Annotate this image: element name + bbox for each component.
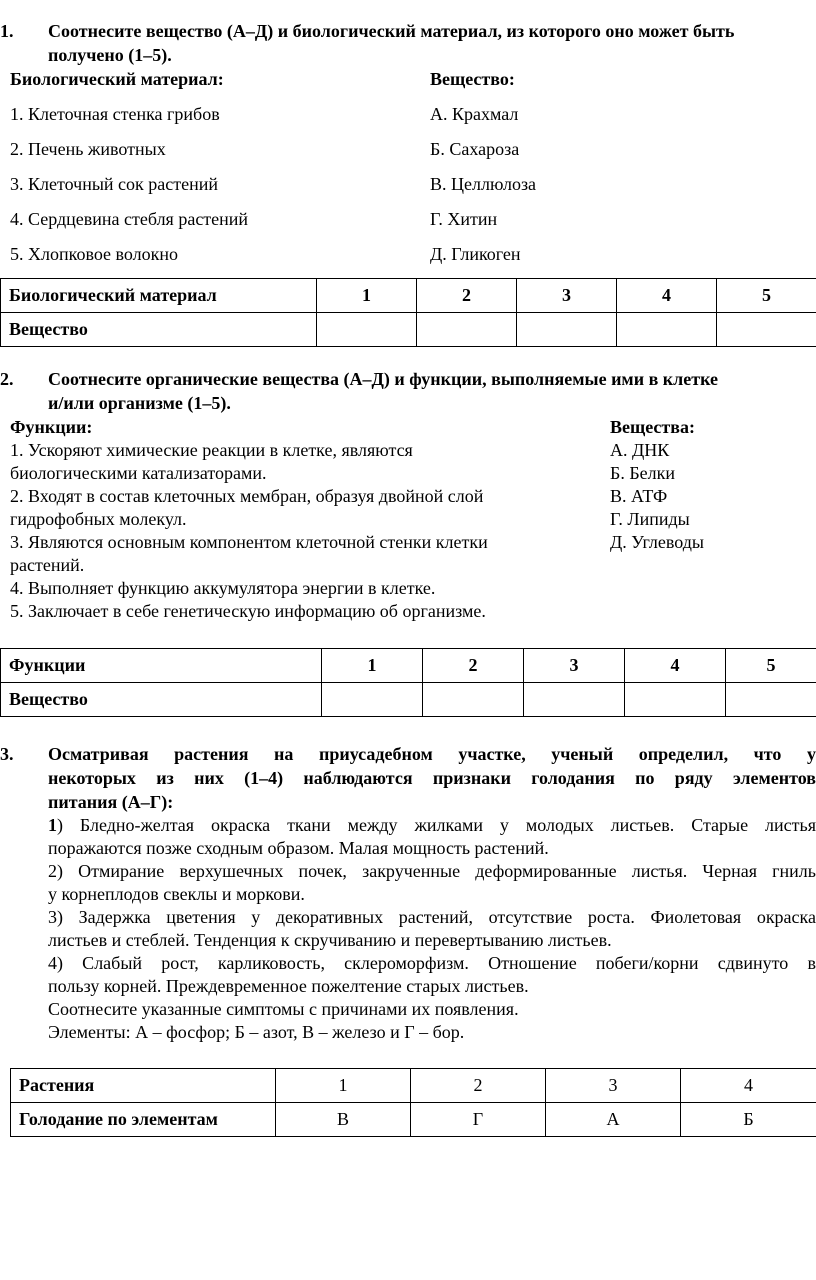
table-row xyxy=(1,313,816,347)
column-header-left: Функции: xyxy=(10,417,93,437)
text-line: растений. xyxy=(10,555,85,575)
table-row-label: Вещество xyxy=(1,683,322,717)
answer-cell[interactable] xyxy=(322,683,423,717)
column-header-left: Биологический материал: xyxy=(10,69,224,89)
table-header-cell: 1 xyxy=(276,1069,411,1103)
text-line: поражаются позже сходным образом. Малая мощность растений. xyxy=(48,838,549,858)
list-item: Д. Углеводы xyxy=(610,532,704,552)
text-line: пользу корней. Преждевременное пожелтение старых листьев. xyxy=(48,976,529,996)
elements-text: Элементы: А – фосфор; Б – азот, В – железо и Г – бор. xyxy=(48,1022,465,1042)
table-header-cell: 3 xyxy=(517,279,617,313)
answer-table xyxy=(10,1068,816,1137)
answer-cell[interactable] xyxy=(423,683,524,717)
answer-cell[interactable]: Б xyxy=(681,1103,816,1137)
question-title-line: некоторых из них (1–4) наблюдаются признаки голодания по ряду элементов xyxy=(48,768,816,788)
text-line: 2. Входят в состав клеточных мембран, образуя двойной слой xyxy=(10,486,484,506)
text-line: 5. Заключает в себе генетическую информацию об организме. xyxy=(10,601,486,621)
table-header-cell: 1 xyxy=(322,649,423,683)
table-header-cell: 2 xyxy=(411,1069,546,1103)
question-title-line: Соотнесите органические вещества (А–Д) и функции, выполняемые ими в клетке xyxy=(48,369,718,389)
table-row xyxy=(1,649,816,683)
answer-cell[interactable] xyxy=(517,313,617,347)
table-row-label: Растения xyxy=(11,1069,276,1103)
question-number: 3. xyxy=(0,744,14,764)
list-item: Г. Хитин xyxy=(430,209,498,229)
text-line: биологическими катализаторами. xyxy=(10,463,267,483)
column-header-right: Вещество: xyxy=(430,69,515,89)
table-header-cell: 4 xyxy=(681,1069,816,1103)
item-number: 1 xyxy=(48,815,57,835)
table-header-cell: 3 xyxy=(524,649,625,683)
answer-cell[interactable]: Г xyxy=(411,1103,546,1137)
question-number: 1. xyxy=(0,21,14,41)
text-line: листьев и стеблей. Тенденция к скручиванию и перевертыванию листьев. xyxy=(48,930,612,950)
instruction-text: Соотнесите указанные симптомы с причинами их появления. xyxy=(48,999,519,1019)
answer-cell[interactable] xyxy=(726,683,816,717)
table-row-label: Вещество xyxy=(1,313,317,347)
answer-cell[interactable] xyxy=(524,683,625,717)
answer-cell[interactable]: А xyxy=(546,1103,681,1137)
table-header-cell: 2 xyxy=(417,279,517,313)
question-title-line: и/или организме (1–5). xyxy=(48,393,231,413)
list-item: Б. Сахароза xyxy=(430,139,520,159)
list-item: В. АТФ xyxy=(610,486,668,506)
table-row-label: Голодание по элементам xyxy=(11,1103,276,1137)
table-header-cell: 4 xyxy=(617,279,717,313)
answer-cell[interactable] xyxy=(317,313,417,347)
text-line: 4. Выполняет функцию аккумулятора энергии в клетке. xyxy=(10,578,436,598)
text-line: 3. Являются основным компонентом клеточной стенки клетки xyxy=(10,532,488,552)
answer-cell[interactable] xyxy=(417,313,517,347)
list-item: 1. Клеточная стенка грибов xyxy=(10,104,220,124)
table-row xyxy=(1,279,816,313)
table-header-cell: 4 xyxy=(625,649,726,683)
table-header-cell: 1 xyxy=(317,279,417,313)
list-item: А. ДНК xyxy=(610,440,670,460)
text-line: 1. Ускоряют химические реакции в клетке, являются xyxy=(10,440,413,460)
table-header-cell: 3 xyxy=(546,1069,681,1103)
table-row xyxy=(1,683,816,717)
list-item: Д. Гликоген xyxy=(430,244,521,264)
table-header-cell: 5 xyxy=(726,649,816,683)
text-line: 2) Отмирание верхушечных почек, закрученные деформированные листья. Черная гниль xyxy=(48,861,816,881)
answer-table xyxy=(0,278,816,347)
text-line: 4) Слабый рост, карликовость, склероморфизм. Отношение побеги/корни сдвинуто в xyxy=(48,953,816,973)
question-title-line: Осматривая растения на приусадебном участке, ученый определил, что у xyxy=(48,744,816,764)
list-item: Г. Липиды xyxy=(610,509,690,529)
text-line: у корнеплодов свеклы и моркови. xyxy=(48,884,305,904)
symptom-item-1 xyxy=(48,814,816,836)
answer-cell[interactable] xyxy=(717,313,816,347)
table-row-label: Функции xyxy=(1,649,322,683)
list-item: Б. Белки xyxy=(610,463,676,483)
question-title-line: Соотнесите вещество (А–Д) и биологический материал, из которого оно может быть xyxy=(48,21,735,41)
item-text: ) Бледно-желтая окраска ткани между жилками у молодых листьев. Старые листья xyxy=(57,815,816,835)
list-item: 2. Печень животных xyxy=(10,139,166,159)
table-header-cell: 2 xyxy=(423,649,524,683)
list-item: 4. Сердцевина стебля растений xyxy=(10,209,249,229)
table-row xyxy=(11,1103,816,1137)
answer-cell[interactable]: В xyxy=(276,1103,411,1137)
list-item: А. Крахмал xyxy=(430,104,519,124)
table-row-label: Биологический материал xyxy=(1,279,317,313)
column-header-right: Вещества: xyxy=(610,417,695,437)
question-number: 2. xyxy=(0,369,14,389)
table-row xyxy=(11,1069,816,1103)
answer-table xyxy=(0,648,816,717)
list-item: 3. Клеточный сок растений xyxy=(10,174,219,194)
list-item: В. Целлюлоза xyxy=(430,174,537,194)
table-header-cell: 5 xyxy=(717,279,816,313)
text-line: гидрофобных молекул. xyxy=(10,509,187,529)
answer-cell[interactable] xyxy=(617,313,717,347)
list-item: 5. Хлопковое волокно xyxy=(10,244,179,264)
answer-cell[interactable] xyxy=(625,683,726,717)
question-title-line: питания (А–Г): xyxy=(48,792,174,812)
question-title-line: получено (1–5). xyxy=(48,45,172,65)
text-line: 3) Задержка цветения у декоративных растений, отсутствие роста. Фиолетовая окраска xyxy=(48,907,816,927)
